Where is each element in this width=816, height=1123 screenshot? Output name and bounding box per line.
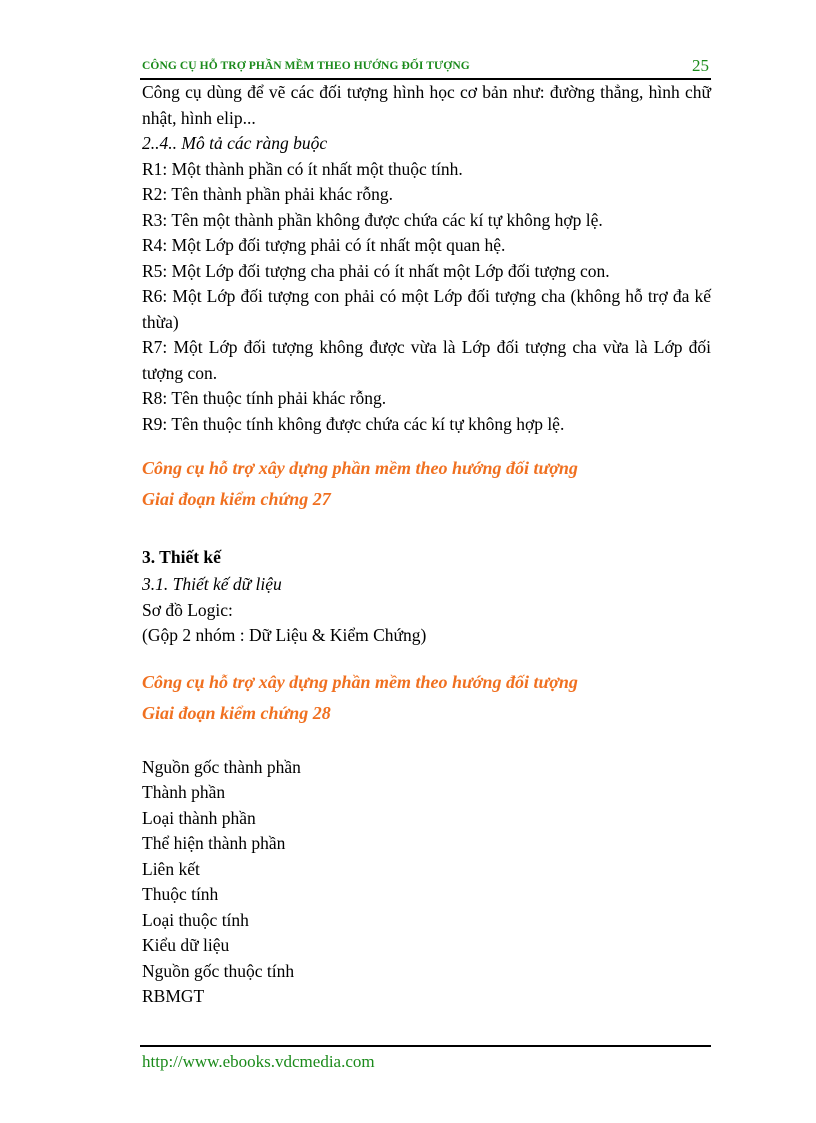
page-body <box>142 80 711 1010</box>
table-name: Nguồn gốc thành phần <box>142 756 301 777</box>
intro-paragraph: Công cụ dùng để vẽ các đối tượng hình học cơ bản như: đường thẳng, hình chữ nhật, hình elip... <box>142 82 711 128</box>
constraints-heading: 2..4.. Mô tả các ràng buộc <box>142 133 328 153</box>
rule-item: R6: Một Lớp đối tượng con phải có một Lớp đối tượng cha (không hỗ trợ đa kế thừa) <box>142 286 711 332</box>
header-title: CÔNG CỤ HỖ TRỢ PHẦN MỀM THEO HƯỚNG ĐỐI TƯỢNG <box>142 60 470 72</box>
rule-item: R5: Một Lớp đối tượng cha phải có ít nhất một Lớp đối tượng con. <box>142 260 610 281</box>
rule-item: R9: Tên thuộc tính không được chứa các kí tự không hợp lệ. <box>142 413 565 434</box>
footer-divider <box>140 1045 711 1047</box>
table-name: Thành phần <box>142 782 226 802</box>
banner-subtitle: Giai đoạn kiểm chứng 27 <box>142 489 331 509</box>
table-name: Loại thuộc tính <box>142 909 249 930</box>
group-note: (Gộp 2 nhóm : Dữ Liệu & Kiểm Chứng) <box>142 625 427 645</box>
rule-item: R7: Một Lớp đối tượng không được vừa là Lớp đối tượng cha vừa là Lớp đối tượng con. <box>142 337 711 383</box>
rule-item: R3: Tên một thành phần không được chứa các kí tự không hợp lệ. <box>142 209 603 230</box>
footer-link[interactable]: http://www.ebooks.vdcmedia.com <box>142 1052 375 1071</box>
page-header <box>140 56 711 78</box>
table-name: Kiểu dữ liệu <box>142 935 230 955</box>
rule-item: R1: Một thành phần có ít nhất một thuộc tính. <box>142 158 463 179</box>
page-number: 25 <box>692 56 709 75</box>
banner-title: Công cụ hỗ trợ xây dựng phần mềm theo hướng đối tượng <box>142 671 578 692</box>
subsection-heading: 3.1. Thiết kế dữ liệu <box>142 574 282 594</box>
table-name: RBMGT <box>142 986 205 1006</box>
rule-item: R8: Tên thuộc tính phải khác rỗng. <box>142 388 387 408</box>
table-name: Thuộc tính <box>142 884 219 904</box>
rule-item: R2: Tên thành phần phải khác rỗng. <box>142 184 393 204</box>
table-name: Thể hiện thành phần <box>142 833 286 853</box>
logic-diagram-label: Sơ đồ Logic: <box>142 599 233 620</box>
table-name: Liên kết <box>142 858 200 879</box>
table-name: Loại thành phần <box>142 807 256 828</box>
section-heading: 3. Thiết kế <box>142 547 221 567</box>
table-name: Nguồn gốc thuộc tính <box>142 960 295 981</box>
rule-item: R4: Một Lớp đối tượng phải có ít nhất một quan hệ. <box>142 235 506 255</box>
banner-subtitle: Giai đoạn kiểm chứng 28 <box>142 702 331 723</box>
banner-title: Công cụ hỗ trợ xây dựng phần mềm theo hướng đối tượng <box>142 458 578 478</box>
